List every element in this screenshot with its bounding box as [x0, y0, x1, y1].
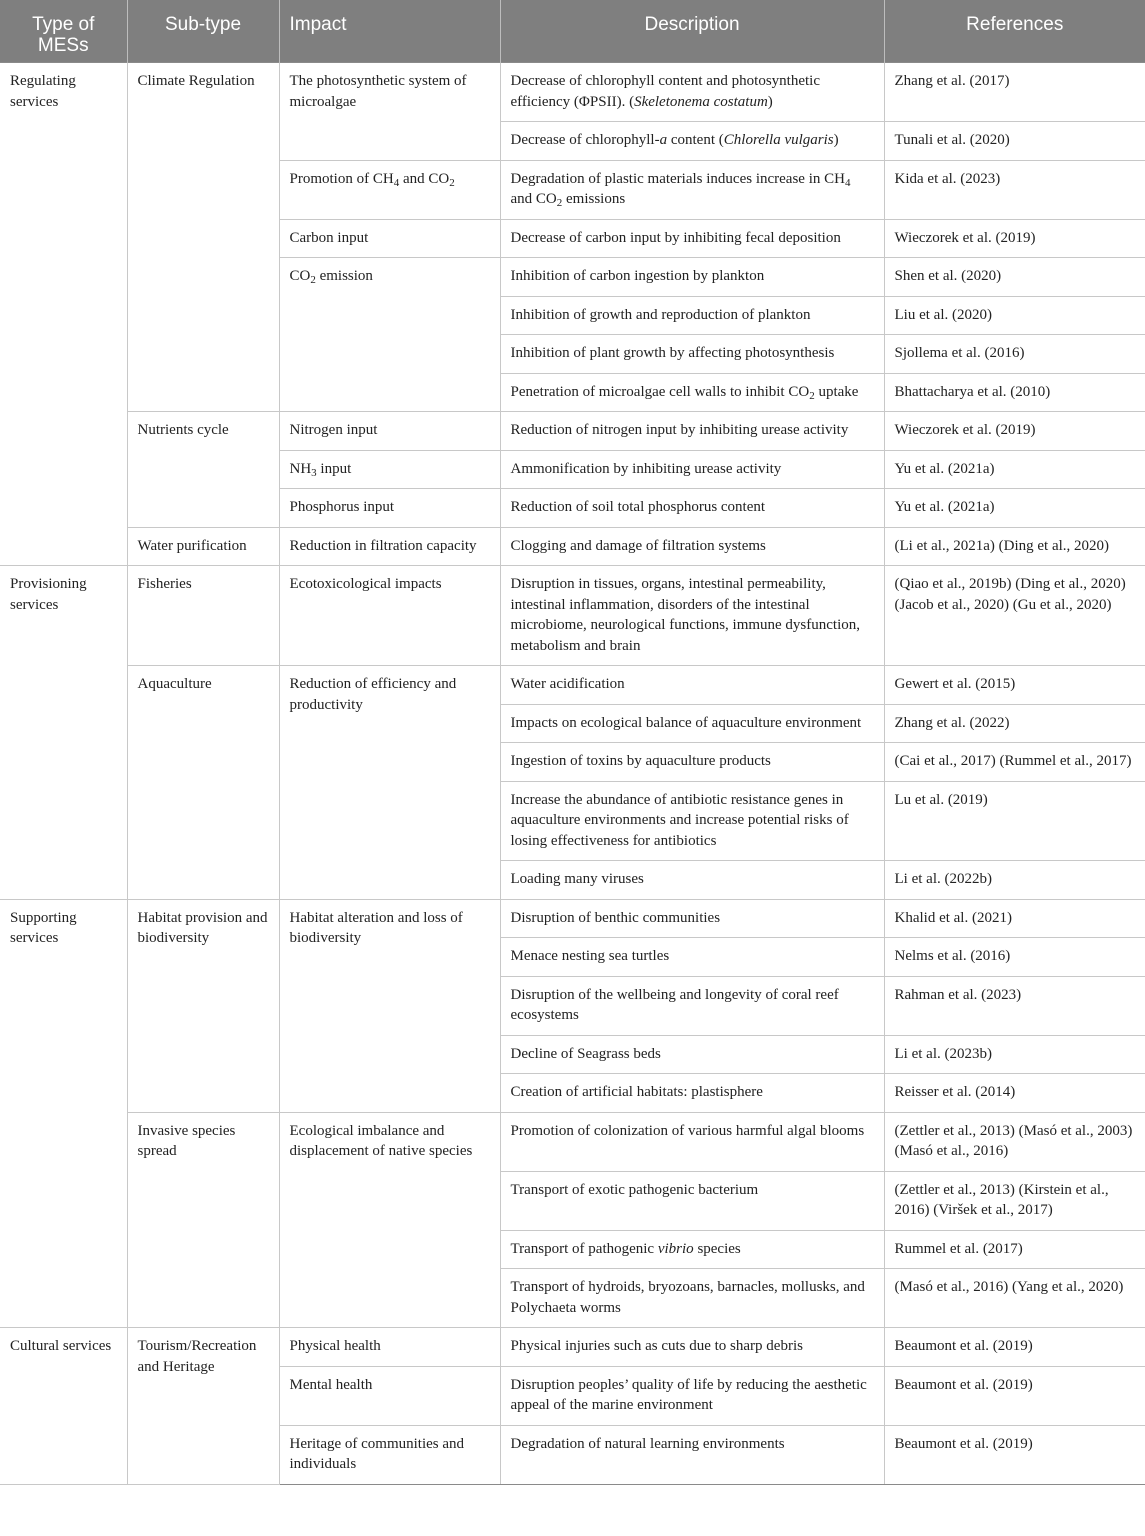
- service-type-cell: Supporting services: [0, 899, 127, 1328]
- description-cell: Creation of artificial habitats: plastisphere: [500, 1074, 884, 1113]
- reference-cell: (Zettler et al., 2013) (Masó et al., 2003) (Masó et al., 2016): [884, 1112, 1145, 1171]
- impact-cell: Mental health: [279, 1366, 500, 1425]
- description-cell: Inhibition of carbon ingestion by plankton: [500, 258, 884, 297]
- subtype-cell: Aquaculture: [127, 666, 279, 900]
- header-row: [0, 0, 1145, 63]
- subtype-cell: Climate Regulation: [127, 63, 279, 412]
- reference-cell: (Li et al., 2021a) (Ding et al., 2020): [884, 527, 1145, 566]
- reference-cell: Sjollema et al. (2016): [884, 335, 1145, 374]
- reference-cell: (Zettler et al., 2013) (Kirstein et al., 2016) (Viršek et al., 2017): [884, 1171, 1145, 1230]
- reference-cell: (Cai et al., 2017) (Rummel et al., 2017): [884, 743, 1145, 782]
- impact-cell: Nitrogen input: [279, 412, 500, 451]
- impact-cell: The photosynthetic system of microalgae: [279, 63, 500, 161]
- impact-cell: Promotion of $CH_4$ and $CO_2$: [279, 160, 500, 219]
- impact-cell: Reduction in filtration capacity: [279, 527, 500, 566]
- subtype-cell: Nutrients cycle: [127, 412, 279, 528]
- description-cell: Water acidification: [500, 666, 884, 705]
- description-cell: Promotion of colonization of various harmful algal blooms: [500, 1112, 884, 1171]
- description-cell: Loading many viruses: [500, 861, 884, 900]
- impact-cell: Reduction of efficiency and productivity: [279, 666, 500, 900]
- header-subtype: Sub-type: [127, 0, 279, 63]
- description-cell: Disruption of benthic communities: [500, 899, 884, 938]
- service-type-cell: Regulating services: [0, 63, 127, 566]
- reference-cell: Nelms et al. (2016): [884, 938, 1145, 977]
- reference-cell: Lu et al. (2019): [884, 781, 1145, 861]
- subtype-cell: Water purification: [127, 527, 279, 566]
- impact-cell: $NH_3$ input: [279, 450, 500, 489]
- table-row: [0, 566, 1145, 666]
- description-cell: Ingestion of toxins by aquaculture products: [500, 743, 884, 782]
- reference-cell: Yu et al. (2021a): [884, 450, 1145, 489]
- reference-cell: Tunali et al. (2020): [884, 122, 1145, 161]
- description-cell: Menace nesting sea turtles: [500, 938, 884, 977]
- table-row: [0, 1328, 1145, 1367]
- reference-cell: Yu et al. (2021a): [884, 489, 1145, 528]
- reference-cell: Bhattacharya et al. (2010): [884, 373, 1145, 412]
- description-cell: Decrease of chlorophyll content and photosynthetic efficiency (ΦPSII). (Skeletonema costatum): [500, 63, 884, 122]
- reference-cell: Wieczorek et al. (2019): [884, 412, 1145, 451]
- reference-cell: Li et al. (2022b): [884, 861, 1145, 900]
- reference-cell: Liu et al. (2020): [884, 296, 1145, 335]
- description-cell: Decrease of chlorophyll-a content (Chlorella vulgaris): [500, 122, 884, 161]
- table-row: [0, 666, 1145, 705]
- description-cell: Penetration of microalgae cell walls to inhibit $CO_2$ uptake: [500, 373, 884, 412]
- reference-cell: Khalid et al. (2021): [884, 899, 1145, 938]
- description-cell: Degradation of natural learning environments: [500, 1425, 884, 1484]
- impact-cell: Carbon input: [279, 219, 500, 258]
- reference-cell: (Qiao et al., 2019b) (Ding et al., 2020) (Jacob et al., 2020) (Gu et al., 2020): [884, 566, 1145, 666]
- impact-cell: Habitat alteration and loss of biodiversity: [279, 899, 500, 1112]
- reference-cell: (Masó et al., 2016) (Yang et al., 2020): [884, 1269, 1145, 1328]
- table-row: [0, 63, 1145, 122]
- subtype-cell: Habitat provision and biodiversity: [127, 899, 279, 1112]
- subtype-cell: Invasive species spread: [127, 1112, 279, 1328]
- description-cell: Disruption of the wellbeing and longevity of coral reef ecosystems: [500, 976, 884, 1035]
- description-cell: Ammonification by inhibiting urease activity: [500, 450, 884, 489]
- description-cell: Transport of pathogenic vibrio species: [500, 1230, 884, 1269]
- description-cell: Reduction of nitrogen input by inhibiting urease activity: [500, 412, 884, 451]
- reference-cell: Zhang et al. (2017): [884, 63, 1145, 122]
- reference-cell: Kida et al. (2023): [884, 160, 1145, 219]
- description-cell: Degradation of plastic materials induces increase in $CH_4$ and $CO_2$ emissions: [500, 160, 884, 219]
- subtype-cell: Fisheries: [127, 566, 279, 666]
- table-row: [0, 527, 1145, 566]
- impact-cell: Heritage of communities and individuals: [279, 1425, 500, 1484]
- impact-cell: Phosphorus input: [279, 489, 500, 528]
- header-type: Type of MESs: [0, 0, 127, 63]
- reference-cell: Gewert et al. (2015): [884, 666, 1145, 705]
- reference-cell: Li et al. (2023b): [884, 1035, 1145, 1074]
- description-cell: Decrease of carbon input by inhibiting fecal deposition: [500, 219, 884, 258]
- impact-cell: Ecotoxicological impacts: [279, 566, 500, 666]
- description-cell: Increase the abundance of antibiotic resistance genes in aquaculture environments and increase potential risks of losing effectiveness for antibiotics: [500, 781, 884, 861]
- description-cell: Transport of exotic pathogenic bacterium: [500, 1171, 884, 1230]
- reference-cell: Zhang et al. (2022): [884, 704, 1145, 743]
- description-cell: Disruption in tissues, organs, intestinal permeability, intestinal inflammation, disorders of the intestinal microbiome, neurological functions, immune dysfunction, metabolism and brain: [500, 566, 884, 666]
- table-row: [0, 1112, 1145, 1171]
- reference-cell: Rummel et al. (2017): [884, 1230, 1145, 1269]
- header-impact: Impact: [279, 0, 500, 63]
- header-description: Description: [500, 0, 884, 63]
- reference-cell: Wieczorek et al. (2019): [884, 219, 1145, 258]
- reference-cell: Rahman et al. (2023): [884, 976, 1145, 1035]
- impact-cell: Physical health: [279, 1328, 500, 1367]
- description-cell: Inhibition of growth and reproduction of plankton: [500, 296, 884, 335]
- reference-cell: Beaumont et al. (2019): [884, 1425, 1145, 1484]
- reference-cell: Shen et al. (2020): [884, 258, 1145, 297]
- description-cell: Physical injuries such as cuts due to sharp debris: [500, 1328, 884, 1367]
- subtype-cell: Tourism/Recreation and Heritage: [127, 1328, 279, 1485]
- description-cell: Disruption peoples’ quality of life by reducing the aesthetic appeal of the marine environment: [500, 1366, 884, 1425]
- reference-cell: Beaumont et al. (2019): [884, 1366, 1145, 1425]
- reference-cell: Reisser et al. (2014): [884, 1074, 1145, 1113]
- description-cell: Inhibition of plant growth by affecting photosynthesis: [500, 335, 884, 374]
- impact-cell: Ecological imbalance and displacement of native species: [279, 1112, 500, 1328]
- description-cell: Transport of hydroids, bryozoans, barnacles, mollusks, and Polychaeta worms: [500, 1269, 884, 1328]
- service-type-cell: Provisioning services: [0, 566, 127, 900]
- description-cell: Reduction of soil total phosphorus content: [500, 489, 884, 528]
- impact-cell: $CO_2$ emission: [279, 258, 500, 412]
- service-type-cell: Cultural services: [0, 1328, 127, 1485]
- description-cell: Decline of Seagrass beds: [500, 1035, 884, 1074]
- description-cell: Clogging and damage of filtration systems: [500, 527, 884, 566]
- table-row: [0, 412, 1145, 451]
- table-row: [0, 899, 1145, 938]
- description-cell: Impacts on ecological balance of aquaculture environment: [500, 704, 884, 743]
- header-references: References: [884, 0, 1145, 63]
- reference-cell: Beaumont et al. (2019): [884, 1328, 1145, 1367]
